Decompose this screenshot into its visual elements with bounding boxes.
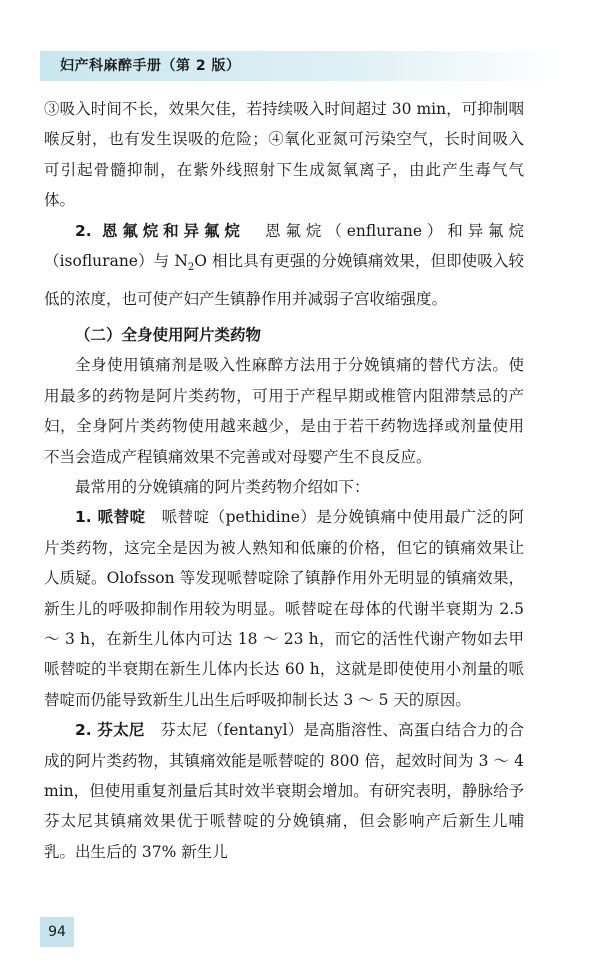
running-header-title: 妇产科麻醉手册（第 2 版）	[60, 58, 241, 74]
item-heading-enflurane: 2. 恩氟烷和异氟烷	[75, 221, 245, 240]
paragraph-enflurane	[44, 216, 524, 314]
paragraph-pethidine	[44, 502, 524, 715]
paragraph-oxide-drawbacks: ③吸入时间不长，效果欠佳，若持续吸入时间超过 30 min，可抑制咽喉反射，也有发生误吸的危险；④氧化亚氮可污染空气，长时间吸入可引起骨髓抑制，在紫外线照射下生成氮氧离子，由此产生毒气气体。	[44, 100, 524, 210]
fentanyl-text: 芬太尼（fentanyl）是高脂溶性、高蛋白结合力的合成的阿片类药物，其镇痛效能是哌替啶的 800 倍，起效时间为 3 ～ 4 min，但使用重复剂量后其时效半衰期会增加。有研究表明，静脉给予芬太尼其镇痛效果优于哌替啶的分娩镇痛，但会影响产后新生儿哺乳。出生后的 37% 新生儿	[44, 721, 524, 861]
paragraph-fentanyl	[44, 715, 524, 867]
enflurane-text-b: O 相比具有更强的分娩镇痛效果，但即使吸入较低的浓度，也可使产妇产生镇静作用并减弱子宫收缩强度。	[44, 252, 524, 308]
n2o-subscript: 2	[187, 262, 195, 274]
page-number: 94	[40, 917, 74, 947]
item-heading-fentanyl: 2. 芬太尼	[75, 721, 145, 740]
page-body	[44, 94, 524, 867]
section-heading-systemic-opioids: （二）全身使用阿片类药物	[75, 325, 262, 344]
enflurane-text-a: 恩氟烷（enflurane）和异氟烷（isoflurane）与 N	[44, 221, 524, 271]
item-heading-pethidine: 1. 哌替啶	[75, 508, 146, 527]
paragraph-list-intro: 最常用的分娩镇痛的阿片类药物介绍如下：	[75, 477, 370, 496]
pethidine-text: 哌替啶（pethidine）是分娩镇痛中使用最广泛的阿片类药物，这完全是因为被人熟知和低廉的价格，但它的镇痛效果让人质疑。Olofsson 等发现哌替啶除了镇静作用外无明显的镇痛效果，新生儿的呼吸抑制作用较为明显。哌替啶在母体的代谢半衰期为 2.5 ～ 3 h，在新生儿体内可达 18 ～ 23 h，而它的活性代谢产物如去甲哌替啶的半衰期在新生儿体内长达 60 h，这就是即使使用小剂量的哌替啶而仍能导致新生儿出生后呼吸抑制长达 3 ～ 5 天的原因。	[44, 508, 524, 709]
paragraph-systemic-intro: 全身使用镇痛剂是吸入性麻醉方法用于分娩镇痛的替代方法。使用最多的药物是阿片类药物，可用于产程早期或椎管内阻滞禁忌的产妇，全身阿片类药物使用越来越少，是由于若干药物选择或剂量使用不当会造成产程镇痛效果不完善或对母婴产生不良反应。	[44, 356, 524, 466]
